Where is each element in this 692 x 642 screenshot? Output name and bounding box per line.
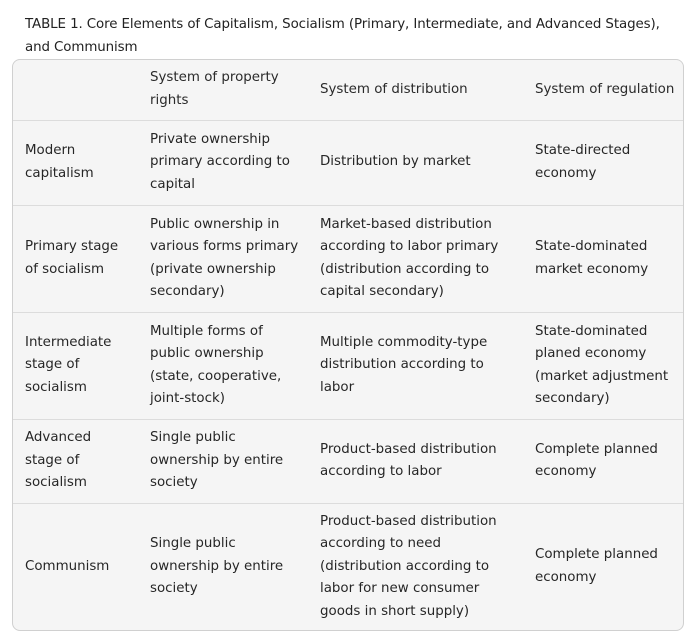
distribution-cell: Multiple commodity-type distribution according to labor xyxy=(309,312,526,419)
table-row xyxy=(13,419,684,503)
property-rights-cell: Single public ownership by entire society xyxy=(150,536,284,596)
header-cell-regulation: System of regulation xyxy=(526,60,684,120)
property-rights-cell: Single public ownership by entire society xyxy=(139,419,309,503)
row-label-cell: Modern capitalism xyxy=(13,120,139,205)
row-label-cell: Intermediate stage of socialism xyxy=(13,312,139,419)
table-row xyxy=(13,312,684,419)
regulation-cell: State-dominated planed economy (market adjustment secondary) xyxy=(526,312,684,419)
row-label-cell: Communism xyxy=(25,558,110,574)
table-row xyxy=(13,120,684,205)
distribution-cell: Product-based distribution according to labor xyxy=(309,419,526,503)
comparison-table xyxy=(12,59,684,631)
header-cell-empty xyxy=(13,60,139,120)
distribution-cell: Distribution by market xyxy=(309,120,526,205)
row-label-cell: Primary stage of socialism xyxy=(13,205,139,312)
table-row xyxy=(13,205,684,312)
property-rights-cell: Multiple forms of public ownership (state, cooperative, joint-stock) xyxy=(139,312,309,419)
property-rights-cell: Public ownership in various forms primary (private ownership secondary) xyxy=(139,205,309,312)
distribution-cell: Product-based distribution according to need (distribution according to labor for new consumer goods in short supply) xyxy=(320,513,497,619)
regulation-cell: State-dominated market economy xyxy=(526,205,684,312)
table-caption: TABLE 1. Core Elements of Capitalism, Socialism (Primary, Intermediate, and Advanced Stages), and Communism xyxy=(25,17,660,55)
header-cell-distribution: System of distribution xyxy=(309,60,526,120)
table-header-row xyxy=(13,60,684,120)
table-row xyxy=(13,503,684,630)
regulation-cell: State-directed economy xyxy=(526,120,684,205)
property-rights-cell: Private ownership primary according to capital xyxy=(139,120,309,205)
regulation-cell: Complete planned economy xyxy=(526,419,684,503)
regulation-cell: Complete planned economy xyxy=(535,547,658,585)
header-cell-property-rights: System of property rights xyxy=(139,60,309,120)
row-label-cell: Advanced stage of socialism xyxy=(13,419,139,503)
distribution-cell: Market-based distribution according to labor primary (distribution according to capital secondary) xyxy=(309,205,526,312)
